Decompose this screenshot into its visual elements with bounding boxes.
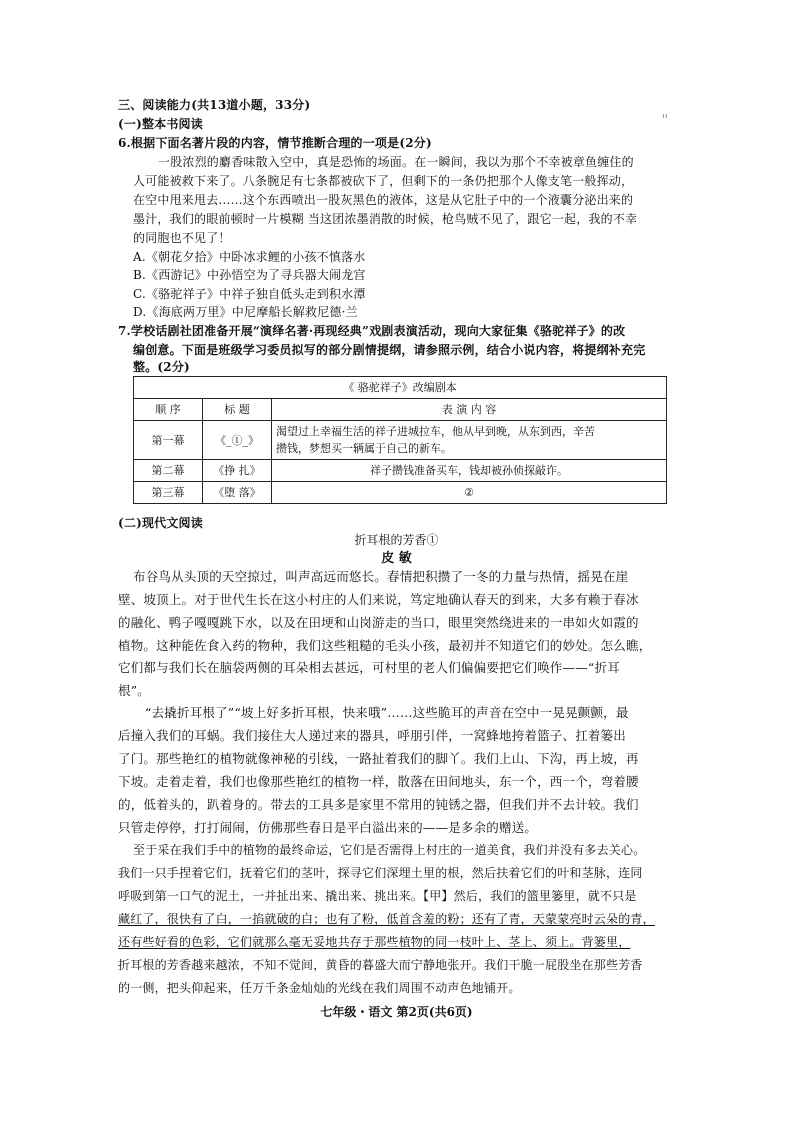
page-footer: 七年级・语文 第2页(共6页) bbox=[320, 1005, 473, 1019]
article-author: 皮 敏 bbox=[381, 551, 412, 566]
row-order: 第二幕 bbox=[134, 460, 203, 482]
q6-passage-line: 在空中甩来甩去……这个东西喷出一股灰黑色的液体，这是从它肚子中的一个液囊分泌出来的 bbox=[133, 193, 634, 207]
row-content: ② bbox=[272, 482, 667, 504]
article-line: 布谷鸟从头顶的天空掠过，叫声高远而悠长。春情把积攒了一冬的力量与热情，摇晃在崖 bbox=[133, 569, 629, 584]
row-title: 《挣 扎》 bbox=[203, 460, 272, 482]
table-row bbox=[134, 421, 667, 460]
q7-stem-line: 7.学校话剧社团准备开展“演绎名著·再现经典”戏剧表演活动，现向大家征集《骆驼祥子》的改 bbox=[118, 324, 626, 338]
part2-label: (二)现代文阅读 bbox=[118, 516, 203, 530]
article-line: 只管走停停，打打闹闹，仿佛那些春日是平白溢出来的——是多余的赠送。 bbox=[118, 820, 538, 835]
q6-option-c: C.《骆驼祥子》中祥子独自低头走到积水潭 bbox=[133, 287, 366, 301]
section-heading: 三、阅读能力(共13道小题，33分) bbox=[118, 98, 311, 112]
article-line: 壁、坡顶上。对于世代生长在这小村庄的人们来说，笃定地确认春天的到来，大多有赖于春冰 bbox=[118, 592, 639, 607]
table-row bbox=[134, 482, 667, 504]
q7-stem-line: 整。(2分) bbox=[133, 360, 190, 374]
row-title: 《_①_》 bbox=[203, 421, 272, 460]
table-header: 表 演 内 容 bbox=[272, 399, 667, 421]
q6-option-b: B.《西游记》中孙悟空为了寻兵器大闹龙宫 bbox=[133, 268, 366, 282]
q6-passage-line: 人可能被救下来了。八条腕足有七条都被砍下了，但剩下的一条仍把那个人像支笔一般挥动， bbox=[133, 174, 634, 188]
q6-stem: 6.根据下面名著片段的内容，情节推断合理的一项是(2分) bbox=[118, 136, 432, 150]
article-line: 下坡。走着走着，我们也像那些艳红的植物一样，散落在田间地头，东一个，西一个，弯着腰 bbox=[118, 774, 639, 789]
script-table bbox=[133, 376, 667, 504]
article-line: 根”。 bbox=[118, 683, 150, 698]
row-content-line: 渴望过上幸福生活的祥子进城拉车，他从早到晚，从东到西，辛苦 bbox=[276, 425, 595, 438]
article-line: 植物。这种能佐食入药的物种，我们这些粗糙的毛头小孩，最初并不知道它们的妙处。怎么瞧， bbox=[118, 638, 652, 653]
article-line: “去撬折耳根了”“坡上好多折耳根，快来哦”……这些脆耳的声音在空中一晃晃颤颤，最 bbox=[145, 705, 629, 720]
row-content: 祥子攒钱准备买车，钱却被孙侦探敲诈。 bbox=[272, 460, 667, 482]
row-content bbox=[272, 421, 667, 460]
q6-option-d: D.《海底两万里》中尼摩船长解救尼德·兰 bbox=[133, 305, 358, 319]
article-line: 至于采在我们手中的植物的最终命运，它们是否需得上村庄的一道美食，我们并没有多去关心。 bbox=[133, 843, 646, 857]
part1-label: (一)整本书阅读 bbox=[118, 117, 203, 131]
q6-option-a: A.《朝花夕拾》中卧冰求鲤的小孩不慎落水 bbox=[133, 250, 366, 264]
article-line: 呼吸到第一口气的泥土，一并扯出来、撬出来、挑出来。【甲】然后，我们的篮里篓里，就不只是 bbox=[118, 889, 637, 903]
row-order: 第三幕 bbox=[134, 482, 203, 504]
row-title: 《堕 落》 bbox=[203, 482, 272, 504]
table-header: 标 题 bbox=[203, 399, 272, 421]
q6-passage-line: 一股浓烈的麝香味散入空中，真是恐怖的场面。在一瞬间，我以为那个不幸被章鱼缠住的 bbox=[158, 155, 634, 169]
q7-stem-line: 编创意。下面是班级学习委员拟写的部分剧情提纲，请参照示例，结合小说内容，将提纲补充完 bbox=[133, 343, 646, 357]
article-line: 它们都与我们长在脑袋两侧的耳朵相去甚远，可村里的老人们偏偏要把它们唤作——“折耳 bbox=[118, 660, 620, 675]
row-content-line: 攒钱，梦想买一辆属于自己的新车。 bbox=[276, 442, 452, 455]
article-line: 我们一只手捏着它们，抚着它们的茎叶，探寻它们深埋土里的根，然后扶着它们的叶和茎脉，连同 bbox=[118, 866, 643, 880]
article-line: 后撞入我们的耳蜗。我们接住大人递过来的器具，呼朋引伴，一窝蜂地挎着篮子、扛着篓出 bbox=[118, 728, 627, 743]
table-row bbox=[134, 460, 667, 482]
article-line: 的，低着头的，趴着身的。带去的工具多是家里不常用的钝锈之器，但我们并不去计较。我们 bbox=[118, 797, 639, 812]
row-order: 第一幕 bbox=[134, 421, 203, 460]
q6-passage-line: 墨汁，我们的眼前顿时一片模糊 当这团浓墨消散的时候，枪鸟贼不见了，跟它一起，我的不幸 bbox=[133, 212, 638, 226]
article-line: 的融化、鸭子嘎嘎跳下水，以及在田埂和山岗游走的当口，眼里突然绕进来的一串如火如霞的 bbox=[118, 615, 639, 630]
article-line: 的一侧，把头仰起来，任万千条金灿灿的光线在我们周围不动声色地铺开。 bbox=[118, 981, 521, 995]
article-title: 折耳根的芳香① bbox=[354, 533, 439, 547]
article-line-underlined: 藏红了，很快有了白，一掐就破的白；也有了粉，低首含羞的粉；还有了青，天蒙蒙亮时云朵的青， bbox=[118, 912, 655, 926]
table-header: 顺 序 bbox=[134, 399, 203, 421]
corner-mark: ¹¹ bbox=[662, 114, 668, 122]
article-line-underlined: 还有些好看的色彩，它们就那么毫无妥地共存于那些植物的同一枝叶上、茎上、须上。背篓里， bbox=[118, 935, 631, 949]
article-line: 折耳根的芳香越来越浓，不知不觉间，黄昏的暮盛大而宁静地张开。我们干脆一屁股坐在那些芳香 bbox=[118, 958, 643, 972]
table-caption: 《 骆驼祥子》改编剧本 bbox=[134, 377, 667, 399]
article-line: 了门。那些艳红的植物就像神秘的引线，一路扯着我们的脚丫。我们上山、下沟，再上坡，再 bbox=[118, 751, 639, 766]
q6-passage-line: 的同胞也不见了！ bbox=[133, 231, 231, 245]
